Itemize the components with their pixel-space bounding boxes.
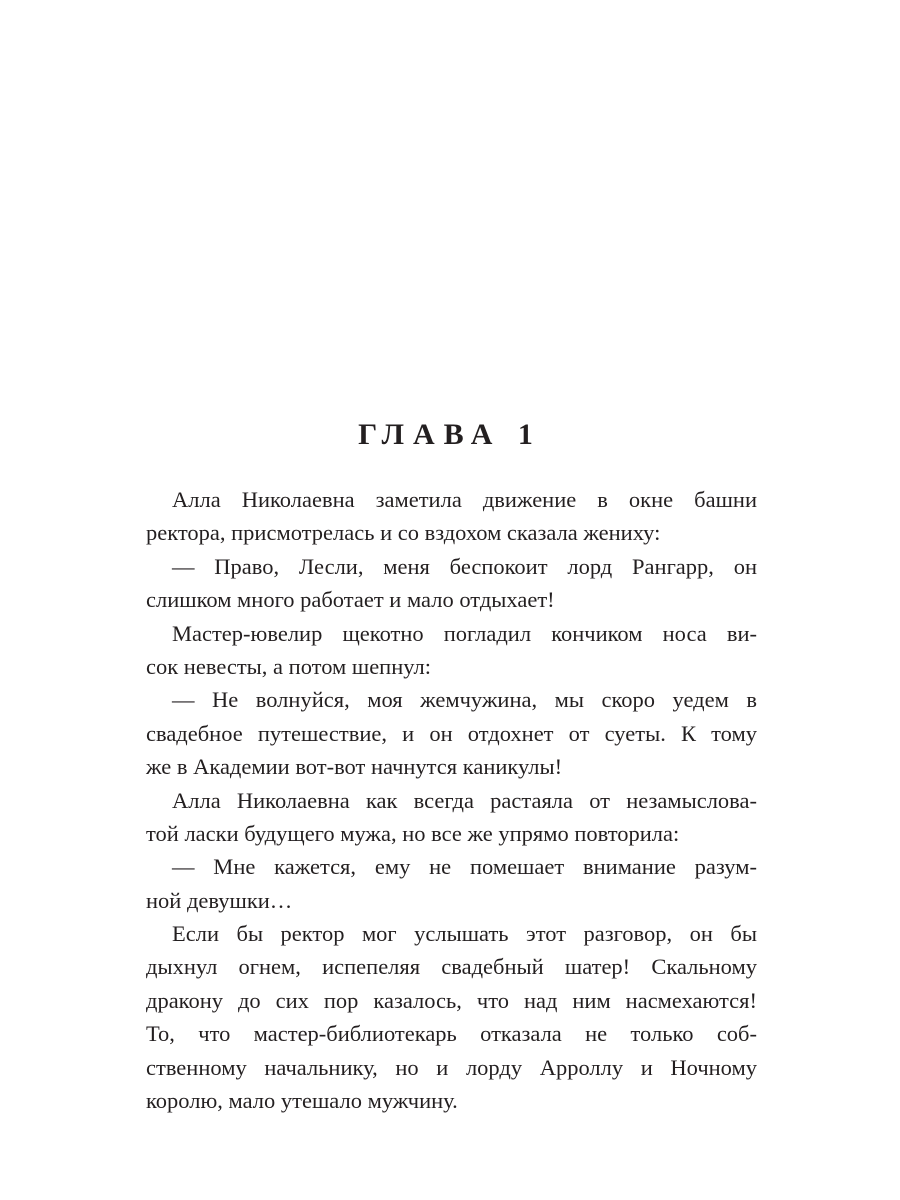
- chapter-title: ГЛАВА 1: [358, 418, 542, 451]
- text-line: — Право, Лесли, меня беспокоит лорд Рангарр, он: [172, 553, 757, 579]
- text-line: ной девушки…: [146, 887, 293, 913]
- text-line: свадебное путешествие, и он отдохнет от суеты. К тому: [146, 720, 757, 746]
- text-line: слишком много работает и мало отдыхает!: [146, 587, 555, 613]
- text-line: дракону до сих пор казалось, что над ним насмехаются!: [146, 987, 757, 1013]
- text-line: — Мне кажется, ему не помешает внимание разум-: [172, 854, 757, 880]
- text-line: Если бы ректор мог услышать этот разговор, он бы: [172, 921, 757, 947]
- text-line: Алла Николаевна как всегда растаяла от незамыслова-: [172, 787, 757, 813]
- text-line: — Не волнуйся, моя жемчужина, мы скоро уедем в: [172, 687, 757, 713]
- text-line: той ласки будущего мужа, но все же упрямо повторила:: [146, 820, 680, 846]
- text-line: Алла Николаевна заметила движение в окне башни: [172, 487, 757, 512]
- chapter-body: [146, 483, 757, 1117]
- text-line: королю, мало утешало мужчину.: [146, 1088, 458, 1114]
- text-line: То, что мастер-библиотекарь отказала не только соб-: [146, 1021, 757, 1047]
- text-line: ректора, присмотрелась и со вздохом сказала жениху:: [146, 520, 661, 546]
- text-line: Мастер-ювелир щекотно погладил кончиком носа ви-: [172, 620, 757, 646]
- text-line: же в Академии вот-вот начнутся каникулы!: [146, 754, 563, 780]
- text-line: ственному начальнику, но и лорду Арроллу и Ночному: [146, 1054, 757, 1080]
- text-line: сок невесты, а потом шепнул:: [146, 653, 432, 679]
- text-line: дыхнул огнем, испепеляя свадебный шатер! Скальному: [146, 954, 757, 980]
